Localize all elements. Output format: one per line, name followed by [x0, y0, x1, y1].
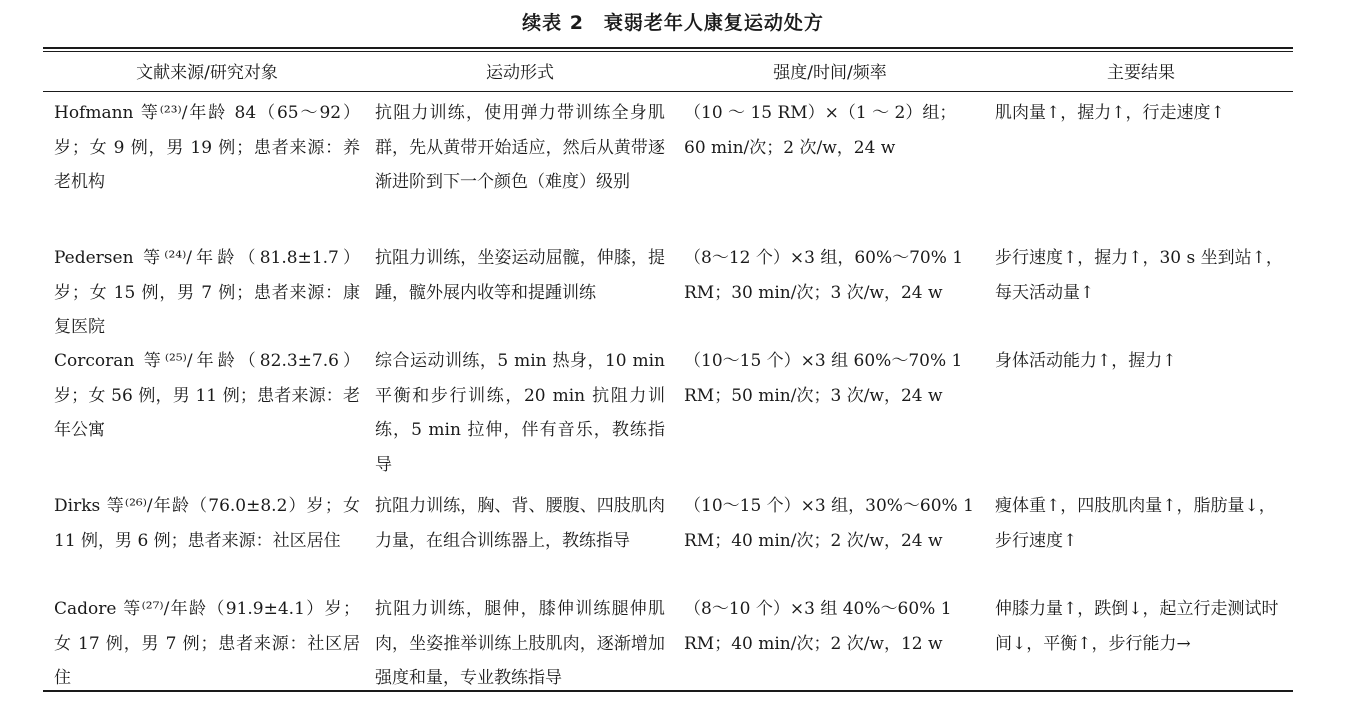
bottom-rule — [43, 690, 1293, 692]
header-rule — [43, 91, 1293, 92]
table-cell-results: 伸膝力量↑，跌倒↓，起立行走测试时间↓，平衡↑，步行能力→ — [995, 599, 1279, 654]
table-cell-intensity: （8～10 个）×3 组 40%～60% 1 RM；40 min/次；2 次/w，12 w — [684, 599, 952, 654]
top-rule — [43, 47, 1293, 49]
table-cell-intensity: （10～15 个）×3 组，30%～60% 1 RM；40 min/次；2 次/w，24 w — [684, 496, 974, 551]
table-cell-form: 综合运动训练，5 min 热身，10 min平衡和步行训练，20 min 抗阻力训练，5 min 拉伸，伴有音乐，教练指导 — [375, 351, 665, 475]
column-header-form: 运动形式 — [486, 63, 554, 83]
table-cell-results: 步行速度↑，握力↑，30 s 坐到站↑，每天活动量↑ — [995, 248, 1283, 303]
table-cell-results: 瘦体重↑，四肢肌肉量↑，脂肪量↓，步行速度↑ — [995, 496, 1276, 551]
table-title: 续表 2 衰弱老年人康复运动处方 — [522, 12, 824, 34]
top-rule-thin — [43, 51, 1293, 52]
table-cell-intensity: （8～12 个）×3 组，60%～70% 1 RM；30 min/次；3 次/w，24 w — [684, 248, 964, 303]
table-cell-source: Corcoran 等⁽²⁵⁾/年龄（82.3±7.6）岁；女 56 例，男 11 例；患者来源：老年公寓 — [54, 351, 360, 440]
column-header-source: 文献来源/研究对象 — [136, 63, 278, 83]
table-cell-form: 抗阻力训练，腿伸，膝伸训练腿伸肌肉，坐姿推举训练上肢肌肉，逐渐增加强度和量，专业教练指导 — [375, 599, 665, 688]
table-cell-form: 抗阻力训练，使用弹力带训练全身肌群，先从黄带开始适应，然后从黄带逐渐进阶到下一个颜色（难度）级别 — [375, 103, 665, 192]
table-cell-source: Pedersen 等⁽²⁴⁾/年龄（81.8±1.7）岁；女 15 例，男 7 例；患者来源：康复医院 — [54, 248, 360, 337]
table-cell-intensity: （10 ～ 15 RM）×（1 ～ 2）组；60 min/次；2 次/w，24 w — [684, 103, 957, 158]
column-header-results: 主要结果 — [1107, 63, 1175, 83]
table-cell-source: Hofmann 等⁽²³⁾/年龄 84（65～92）岁；女 9 例，男 19 例；患者来源：养老机构 — [54, 103, 360, 192]
table-cell-results: 肌肉量↑，握力↑，行走速度↑ — [995, 103, 1225, 123]
table-cell-source: Dirks 等⁽²⁶⁾/年龄（76.0±8.2）岁；女 11 例，男 6 例；患者来源：社区居住 — [54, 496, 360, 551]
table-cell-intensity: （10～15 个）×3 组 60%～70% 1 RM；50 min/次；3 次/w，24 w — [684, 351, 963, 406]
column-header-intensity: 强度/时间/频率 — [773, 63, 887, 83]
table-cell-form: 抗阻力训练，胸、背、腰腹、四肢肌肉力量，在组合训练器上，教练指导 — [375, 496, 665, 551]
table-cell-results: 身体活动能力↑，握力↑ — [995, 351, 1177, 371]
table-cell-form: 抗阻力训练，坐姿运动屈髋，伸膝，提踵，髋外展内收等和提踵训练 — [375, 248, 665, 303]
table-cell-source: Cadore 等⁽²⁷⁾/年龄（91.9±4.1）岁；女 17 例，男 7 例；患者来源：社区居住 — [54, 599, 360, 688]
